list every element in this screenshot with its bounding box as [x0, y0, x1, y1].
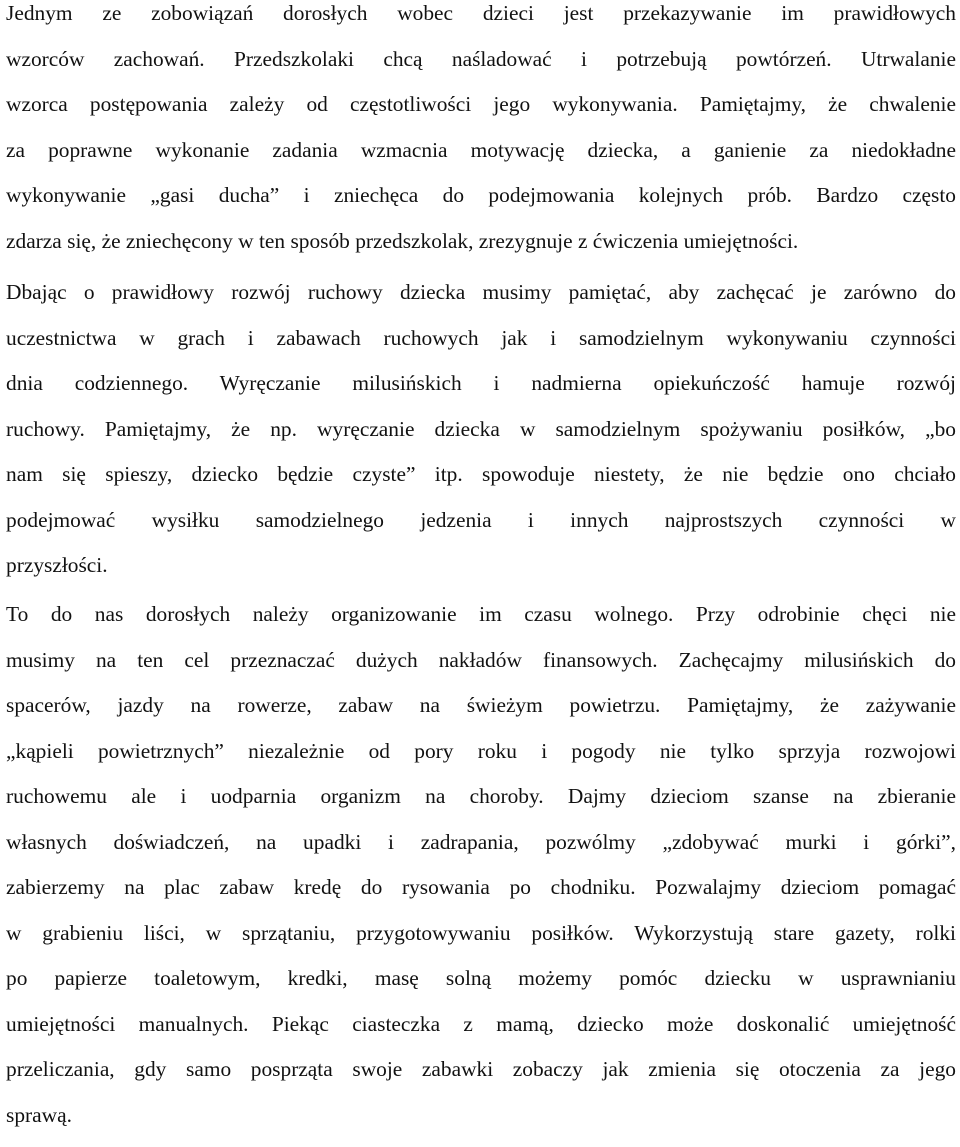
text-line: Jednym ze zobowiązań dorosłych wobec dzieci jest przekazywanie im prawidłowych [6, 0, 956, 46]
text-line: ruchowemu ale i uodparnia organizm na choroby. Dajmy dzieciom szanse na zbieranie [6, 783, 956, 829]
text-line: Dbając o prawidłowy rozwój ruchowy dziecka musimy pamiętać, aby zachęcać je zarówno do [6, 279, 956, 325]
text-line: ruchowy. Pamiętajmy, że np. wyręczanie dziecka w samodzielnym spożywaniu posiłków, „bo [6, 416, 956, 462]
text-line: To do nas dorosłych należy organizowanie im czasu wolnego. Przy odrobinie chęci nie [6, 601, 956, 647]
text-line: musimy na ten cel przeznaczać dużych nakładów finansowych. Zachęcajmy milusińskich do [6, 647, 956, 693]
text-line: wzorca postępowania zależy od częstotliwości jego wykonywania. Pamiętajmy, że chwalenie [6, 91, 956, 137]
text-line: zabierzemy na plac zabaw kredę do rysowania po chodniku. Pozwalajmy dzieciom pomagać [6, 874, 956, 920]
text-line: wzorców zachowań. Przedszkolaki chcą naśladować i potrzebują powtórzeń. Utrwalanie [6, 46, 956, 92]
text-line: w grabieniu liści, w sprzątaniu, przygotowywaniu posiłków. Wykorzystują stare gazety, rolki [6, 920, 956, 966]
text-line: umiejętności manualnych. Piekąc ciasteczka z mamą, dziecko może doskonalić umiejętność [6, 1011, 956, 1057]
text-line: uczestnictwa w grach i zabawach ruchowych jak i samodzielnym wykonywaniu czynności [6, 325, 956, 371]
text-line: po papierze toaletowym, kredki, masę solną możemy pomóc dziecku w usprawnianiu [6, 965, 956, 1011]
paragraph-2 [6, 279, 956, 598]
text-line: spacerów, jazdy na rowerze, zabaw na świeżym powietrzu. Pamiętajmy, że zażywanie [6, 692, 956, 738]
text-line: wykonywanie „gasi ducha” i zniechęca do podejmowania kolejnych prób. Bardzo często [6, 182, 956, 228]
text-line: nam się spieszy, dziecko będzie czyste” itp. spowoduje niestety, że nie będzie ono chciało [6, 461, 956, 507]
text-line: dnia codziennego. Wyręczanie milusińskich i nadmierna opiekuńczość hamuje rozwój [6, 370, 956, 416]
text-line: sprawą. [6, 1102, 956, 1147]
text-line: zdarza się, że zniechęcony w ten sposób przedszkolak, zrezygnuje z ćwiczenia umiejętności. [6, 228, 956, 274]
paragraph-3 [6, 601, 956, 1147]
paragraph-1 [6, 0, 956, 273]
text-line: podejmować wysiłku samodzielnego jedzenia i innych najprostszych czynności w [6, 507, 956, 553]
text-line: za poprawne wykonanie zadania wzmacnia motywację dziecka, a ganienie za niedokładne [6, 137, 956, 183]
text-line: przyszłości. [6, 552, 956, 598]
text-line: przeliczania, gdy samo posprząta swoje zabawki zobaczy jak zmienia się otoczenia za jego [6, 1056, 956, 1102]
text-line: „kąpieli powietrznych” niezależnie od pory roku i pogody nie tylko sprzyja rozwojowi [6, 738, 956, 784]
text-line: własnych doświadczeń, na upadki i zadrapania, pozwólmy „zdobywać murki i górki”, [6, 829, 956, 875]
